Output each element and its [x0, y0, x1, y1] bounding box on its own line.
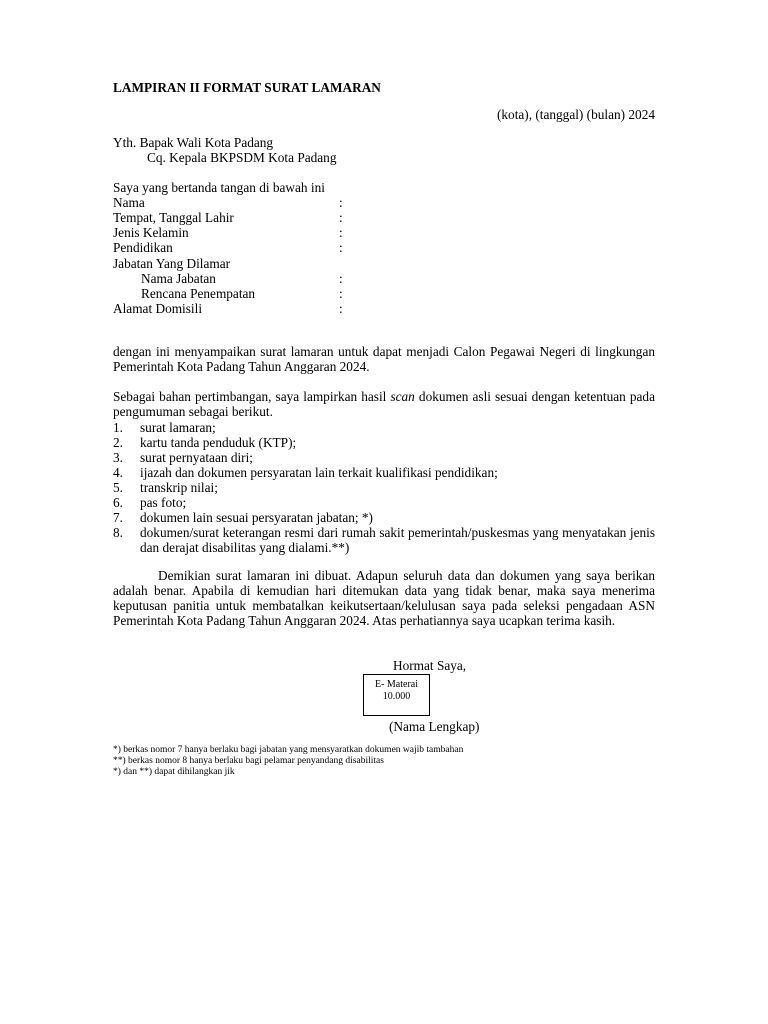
paragraph-text: Sebagai bahan pertimbangan, saya lampirkan hasil	[113, 389, 391, 404]
attachment-list	[113, 420, 655, 555]
signature-name: (Nama Lengkap)	[389, 719, 480, 734]
list-number: 5.	[113, 480, 123, 495]
stamp-line-1: E- Materai	[374, 679, 419, 690]
list-number: 2.	[113, 435, 123, 450]
field-colon: :	[339, 301, 343, 316]
e-materai-stamp-box	[363, 674, 430, 716]
field-nama	[113, 195, 655, 210]
field-alamat-domisili	[113, 301, 655, 316]
paragraph-attachments-intro	[113, 389, 655, 419]
field-colon: :	[339, 210, 343, 225]
field-label: Jabatan Yang Dilamar	[113, 256, 231, 271]
field-label: Jenis Kelamin	[113, 225, 189, 240]
list-text: pas foto;	[140, 495, 187, 510]
paragraph-statement: dengan ini menyampaikan surat lamaran untuk dapat menjadi Calon Pegawai Negeri di lingkungan Pemerintah Kota Padang Tahun Anggaran 2024.	[113, 344, 655, 374]
field-jabatan-yang-dilamar	[113, 256, 655, 271]
list-item	[113, 480, 655, 495]
list-text: kartu tanda penduduk (KTP);	[140, 435, 297, 450]
paragraph-text: dokumen asli sesuai dengan ketentuan pada pengumuman sebagai berikut.	[113, 389, 655, 419]
field-jenis-kelamin	[113, 225, 655, 240]
list-item	[113, 525, 655, 555]
list-item	[113, 495, 655, 510]
paragraph-closing-statement: Demikian surat lamaran ini dibuat. Adapun seluruh data dan dokumen yang saya berikan adalah benar. Apabila di kemudian hari ditemukan data yang tidak benar, maka saya menerima keputusan panitia untuk membatalkan keikutsertaan/kelulusan saya pada seleksi pengadaan ASN Pemerintah Kota Padang Tahun Anggaran 2024. Atas perhatiannya saya ucapkan terima kasih.	[113, 568, 655, 628]
field-label: Tempat, Tanggal Lahir	[113, 210, 234, 225]
list-text: dokumen lain sesuai persyaratan jabatan; *)	[140, 510, 373, 525]
footnote-1: *) berkas nomor 7 hanya berlaku bagi jabatan yang mensyaratkan dokumen wajib tambahan	[113, 745, 464, 755]
list-item	[113, 420, 655, 435]
list-number: 6.	[113, 495, 123, 510]
field-label: Nama	[113, 195, 145, 210]
list-text: dokumen/surat keterangan resmi dari rumah sakit pemerintah/puskesmas yang menyatakan jenis dan derajat disabilitas yang dialami.**)	[140, 525, 655, 555]
document-title: LAMPIRAN II FORMAT SURAT LAMARAN	[113, 80, 381, 95]
field-colon: :	[339, 195, 343, 210]
field-colon: :	[339, 271, 343, 286]
paragraph-italic-text: scan	[390, 389, 415, 404]
list-text: surat lamaran;	[140, 420, 216, 435]
field-label: Pendidikan	[113, 240, 173, 255]
list-item	[113, 435, 655, 450]
field-colon: :	[339, 240, 343, 255]
list-text: ijazah dan dokumen persyaratan lain terkait kualifikasi pendidikan;	[140, 465, 498, 480]
letter-page	[113, 0, 655, 1024]
field-label: Alamat Domisili	[113, 301, 203, 316]
field-label: Nama Jabatan	[141, 271, 216, 286]
footnote-2: **) berkas nomor 8 hanya berlaku bagi pelamar penyandang disabilitas	[113, 756, 384, 766]
stamp-line-2: 10.000	[382, 691, 411, 702]
list-text: transkrip nilai;	[140, 480, 218, 495]
intro-text: Saya yang bertanda tangan di bawah ini	[113, 180, 325, 195]
date-line: (kota), (tanggal) (bulan) 2024	[496, 107, 655, 122]
list-item	[113, 465, 655, 480]
field-rencana-penempatan	[113, 286, 655, 301]
recipient-line-2: Cq. Kepala BKPSDM Kota Padang	[147, 150, 337, 165]
list-number: 8.	[113, 525, 123, 540]
field-pendidikan	[113, 240, 655, 255]
list-number: 4.	[113, 465, 123, 480]
field-label: Rencana Penempatan	[141, 286, 256, 301]
field-colon: :	[339, 286, 343, 301]
field-colon: :	[339, 225, 343, 240]
list-item	[113, 450, 655, 465]
list-number: 3.	[113, 450, 123, 465]
recipient-line-1: Yth. Bapak Wali Kota Padang	[113, 135, 274, 150]
list-item	[113, 510, 655, 525]
field-nama-jabatan	[113, 271, 655, 286]
list-number: 7.	[113, 510, 123, 525]
footnote-3: *) dan **) dapat dihilangkan jik	[113, 767, 235, 777]
closing-salutation: Hormat Saya,	[393, 658, 467, 673]
field-tempat-tanggal-lahir	[113, 210, 655, 225]
list-number: 1.	[113, 420, 123, 435]
list-text: surat pernyataan diri;	[140, 450, 253, 465]
